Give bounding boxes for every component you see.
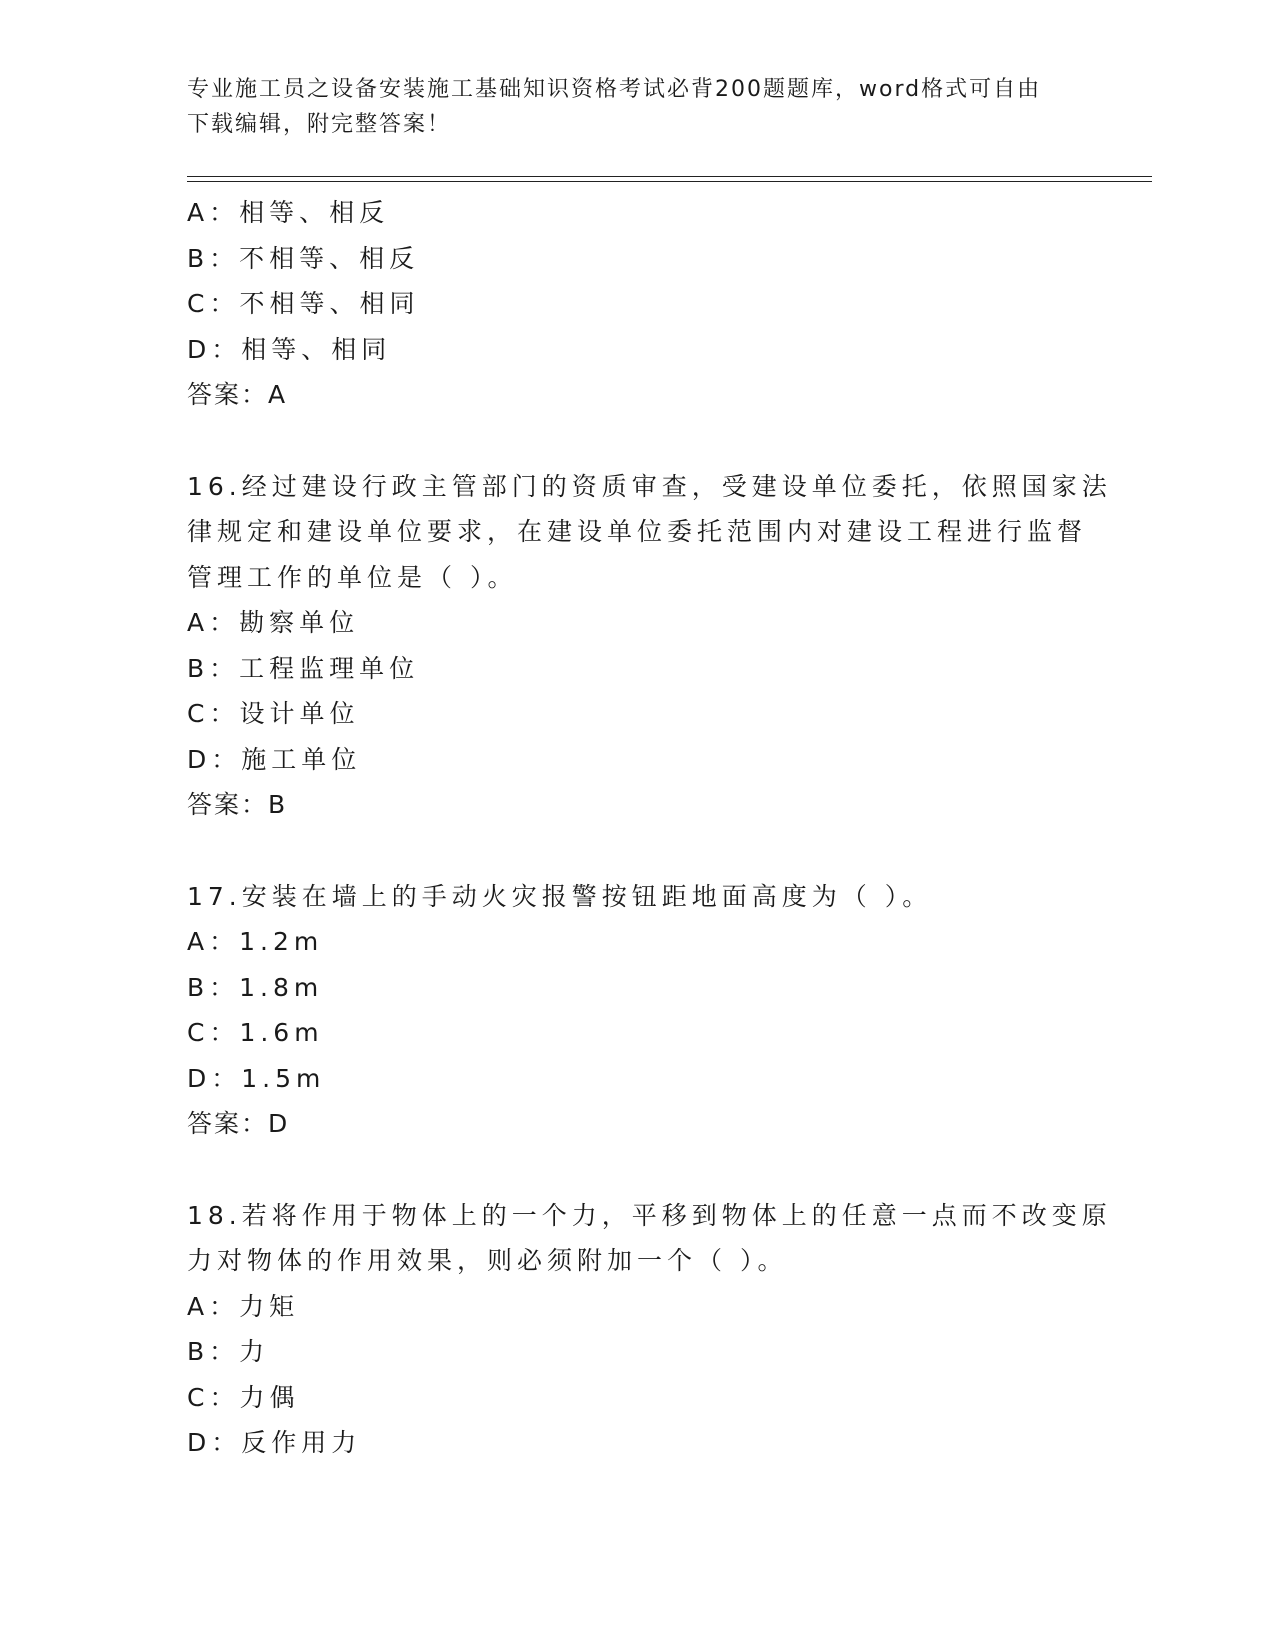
- question-16: [187, 464, 1112, 828]
- answer: 答案：A: [187, 380, 288, 409]
- option-d: D：反作用力: [187, 1428, 362, 1457]
- header-line-1: 专业施工员之设备安装施工基础知识资格考试必背200题题库，word格式可自由: [187, 77, 1042, 102]
- document-header: [187, 72, 1067, 142]
- spacer: [187, 1147, 1087, 1193]
- header-line-2: 下载编辑，附完整答案！: [187, 112, 452, 137]
- question-stem: 17.安装在墙上的手动火灾报警按钮距地面高度为（ ）。: [187, 881, 933, 911]
- question-17: [187, 874, 1087, 1147]
- question-stem: 18.若将作用于物体上的一个力，平移到物体上的任意一点而不改变原: [187, 1200, 1112, 1230]
- option-c: C：设计单位: [187, 699, 360, 728]
- question-list: [187, 190, 1112, 1466]
- spacer: [187, 828, 1087, 874]
- option-a: A：1.2m: [187, 927, 324, 956]
- question-stem: 律规定和建设单位要求，在建设单位委托范围内对建设工程进行监督: [187, 517, 1088, 546]
- header-divider-top: [187, 176, 1152, 177]
- option-a: A：力矩: [187, 1291, 300, 1321]
- option-a: A：勘察单位: [187, 608, 360, 637]
- question-15: [187, 190, 1087, 418]
- option-c: C：不相等、相同: [187, 289, 420, 318]
- option-b: B：力: [187, 1337, 270, 1366]
- option-b: B：不相等、相反: [187, 243, 420, 273]
- answer: 答案：B: [187, 790, 288, 819]
- option-d: D：相等、相同: [187, 334, 392, 364]
- question-18: [187, 1193, 1112, 1466]
- question-stem: 16.经过建设行政主管部门的资质审查，受建设单位委托，依照国家法: [187, 471, 1112, 501]
- option-b: B：工程监理单位: [187, 653, 420, 683]
- spacer: [187, 418, 1087, 464]
- answer: 答案：D: [187, 1109, 290, 1138]
- option-a: A：相等、相反: [187, 198, 390, 227]
- option-c: C：力偶: [187, 1382, 300, 1412]
- option-c: C：1.6m: [187, 1018, 324, 1047]
- question-stem: 力对物体的作用效果，则必须附加一个（ ）。: [187, 1246, 788, 1275]
- option-d: D：施工单位: [187, 744, 362, 774]
- option-b: B：1.8m: [187, 972, 324, 1002]
- question-stem: 管理工作的单位是（ ）。: [187, 562, 518, 592]
- option-d: D：1.5m: [187, 1063, 326, 1093]
- header-divider-bottom: [187, 181, 1152, 182]
